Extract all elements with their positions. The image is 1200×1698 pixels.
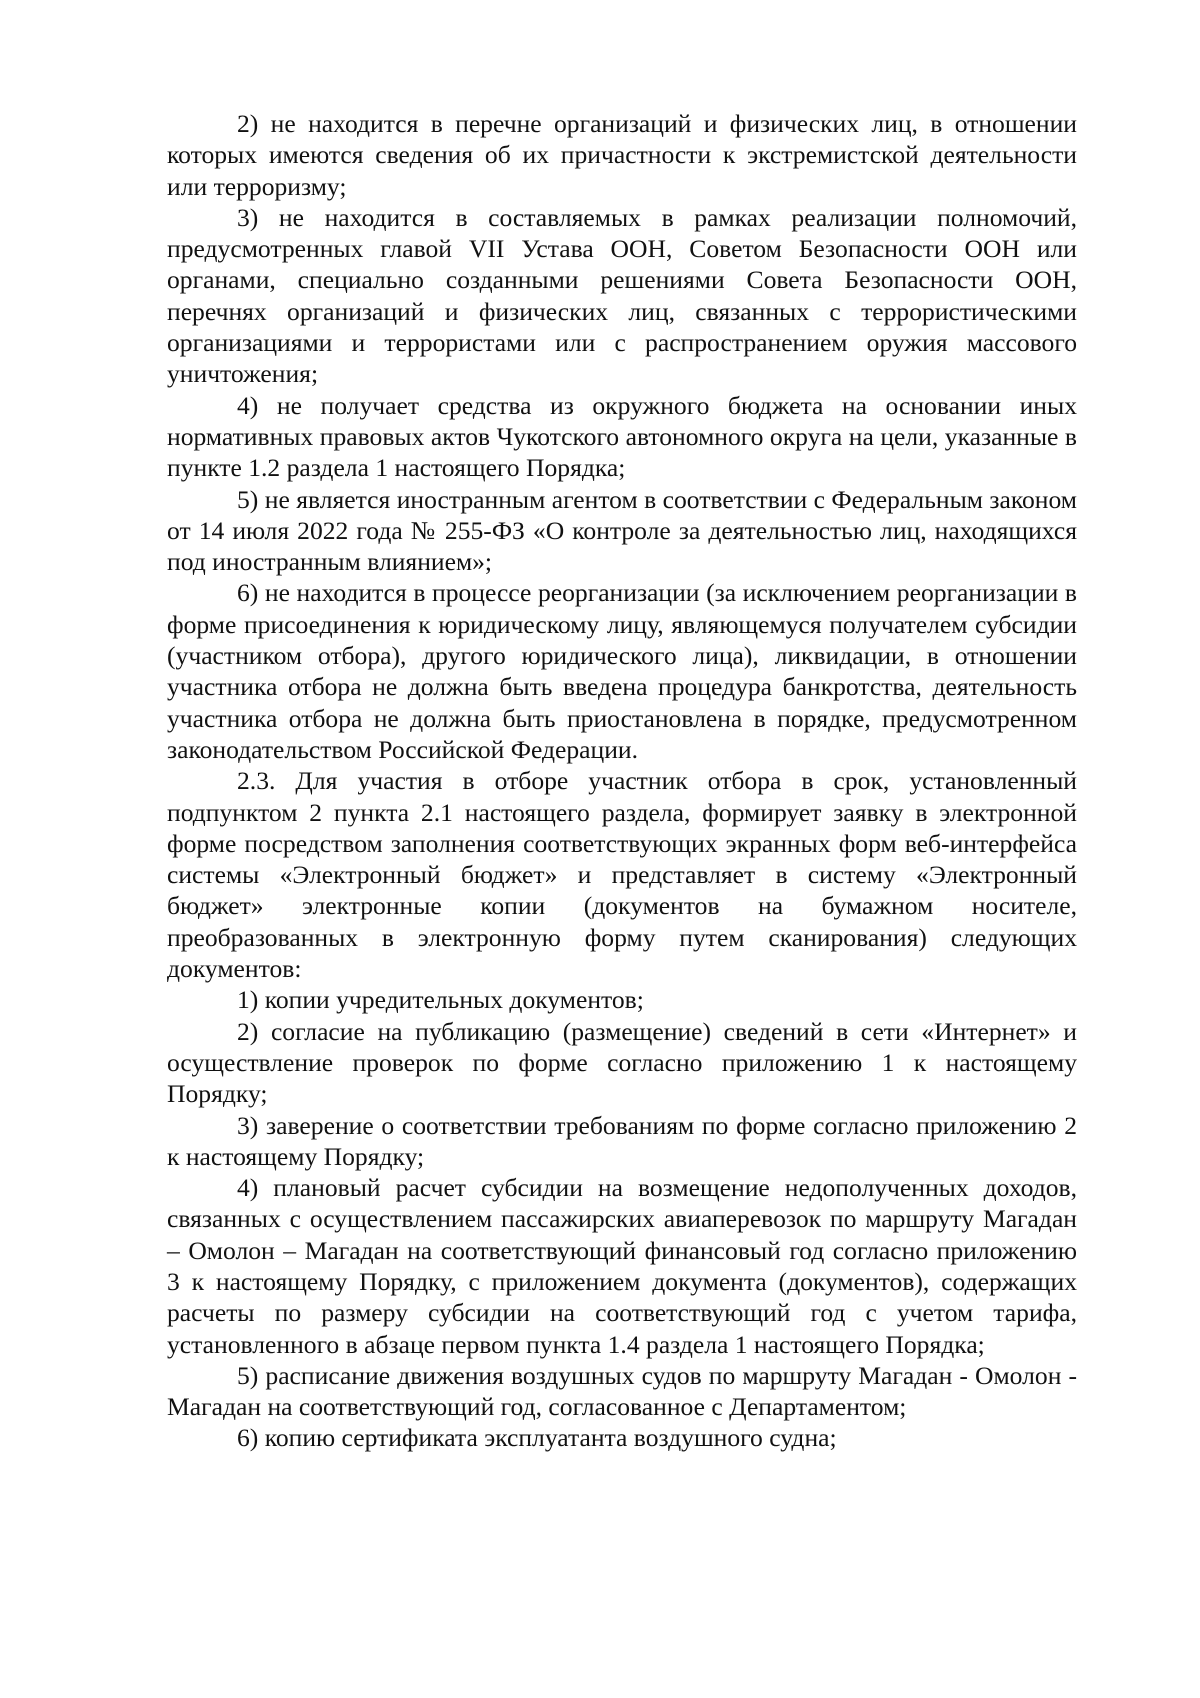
- paragraph-item-6: 6) не находится в процессе реорганизации (за исключением реорганизации в форме присоединения к юридическому лицу, являющемуся получателем субсидии (участником отбора), другого юридического лица), ликвидации, в отношении участника отбора не должна быть введена процедура банкротства, деятельность участника отбора не должна быть приостановлена в порядке, предусмотренном законодательством Российской Федерации.: [167, 578, 1077, 764]
- paragraph-doc-1: 1) копии учредительных документов;: [237, 985, 644, 1015]
- paragraph-item-3: 3) не находится в составляемых в рамках реализации полномочий, предусмотренных главой VII Устава ООН, Советом Безопасности ООН или органами, специально созданными решениями Совета Безопасности ООН, перечнях организаций и физических лиц, связанных с террористическими организациями и террористами или с распространением оружия массового уничтожения;: [167, 202, 1077, 389]
- paragraph-doc-4: 4) плановый расчет субсидии на возмещение недополученных доходов, связанных с осуществлением пассажирских авиаперевозок по маршруту Магадан – Омолон – Магадан на соответствующий финансовый год согласно приложению 3 к настоящему Порядку, с приложением документа (документов), содержащих расчеты по размеру субсидии на соответствующий год с учетом тарифа, установленного в абзаце первом пункта 1.4 раздела 1 настоящего Порядка;: [167, 1173, 1077, 1359]
- paragraph-doc-5: 5) расписание движения воздушных судов по маршруту Магадан - Омолон - Магадан на соответствующий год, согласованное с Департаментом;: [167, 1360, 1077, 1422]
- paragraph-doc-2: 2) согласие на публикацию (размещение) сведений в сети «Интернет» и осуществление проверок по форме согласно приложению 1 к настоящему Порядку;: [167, 1016, 1077, 1109]
- paragraph-section-2-3: 2.3. Для участия в отборе участник отбора в срок, установленный подпунктом 2 пункта 2.1 настоящего раздела, формирует заявку в электронной форме посредством заполнения соответствующих экранных форм веб-интерфейса системы «Электронный бюджет» и представляет в систему «Электронный бюджет» электронные копии (документов на бумажном носителе, преобразованных в электронную форму путем сканирования) следующих документов:: [167, 766, 1077, 984]
- document-body: [167, 108, 1077, 1454]
- paragraph-item-4: 4) не получает средства из окружного бюджета на основании иных нормативных правовых актов Чукотского автономного округа на цели, указанные в пункте 1.2 раздела 1 настоящего Порядка;: [167, 390, 1077, 483]
- paragraph-doc-3: 3) заверение о соответствии требованиям по форме согласно приложению 2 к настоящему Порядку;: [167, 1110, 1077, 1171]
- paragraph-item-2: 2) не находится в перечне организаций и физических лиц, в отношении которых имеются сведения об их причастности к экстремистской деятельности или терроризму;: [167, 109, 1077, 201]
- paragraph-item-5: 5) не является иностранным агентом в соответствии с Федеральным законом от 14 июля 2022 года № 255-ФЗ «О контроле за деятельностью лиц, находящихся под иностранным влиянием»;: [167, 484, 1077, 577]
- paragraph-doc-6: 6) копию сертификата эксплуатанта воздушного судна;: [237, 1423, 837, 1453]
